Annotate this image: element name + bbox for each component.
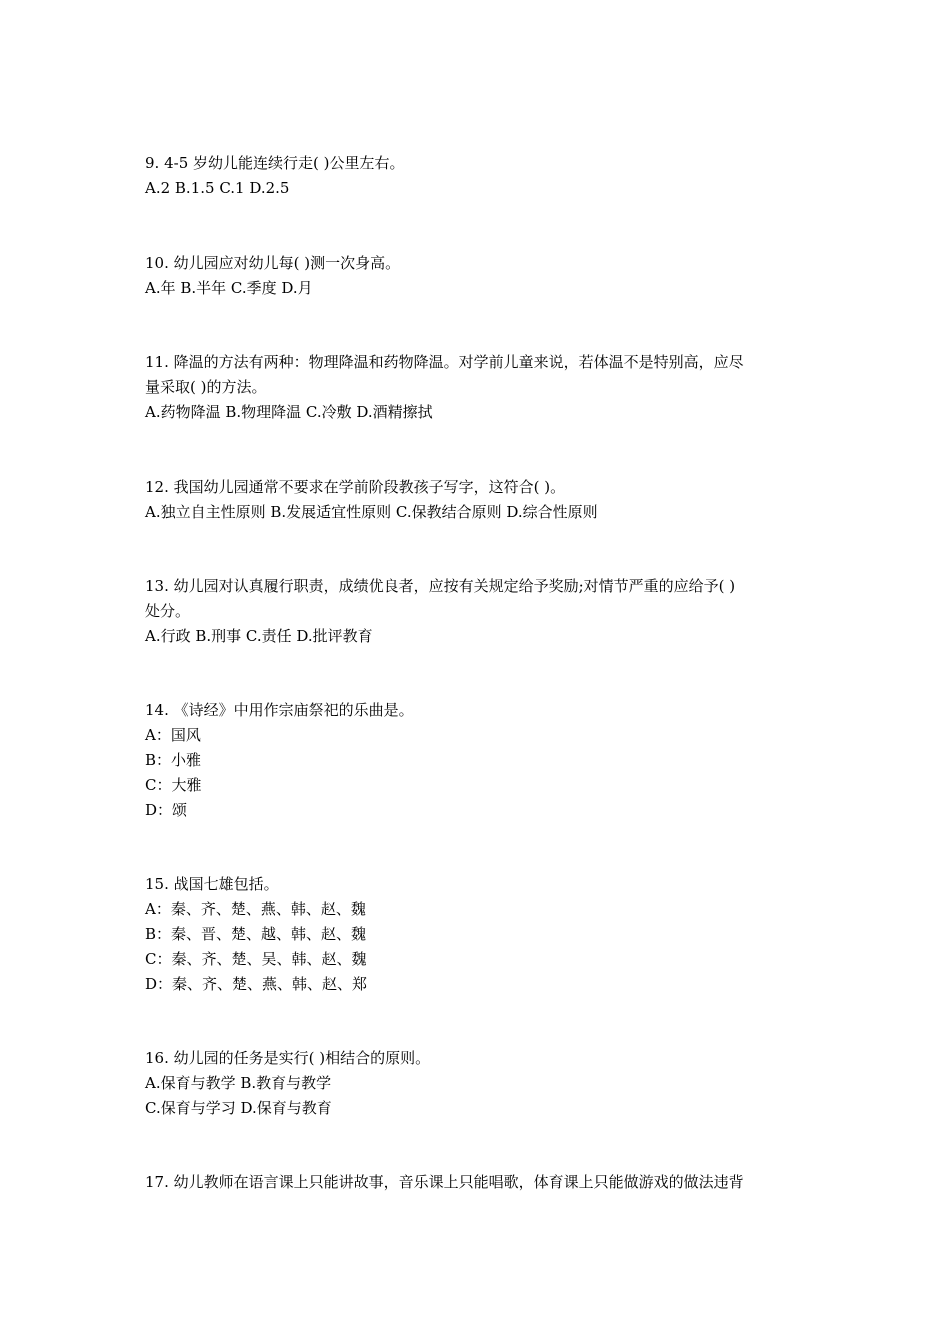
question-16	[145, 1046, 825, 1121]
question-stem: 17. 幼儿教师在语言课上只能讲故事，音乐课上只能唱歌，体育课上只能做游戏的做法违背	[145, 1173, 744, 1191]
question-stem: 10. 幼儿园应对幼儿每( )测一次身高。	[145, 254, 401, 272]
option-a: A：秦、齐、楚、燕、韩、赵、魏	[145, 900, 366, 918]
option-a: A：国风	[145, 726, 201, 744]
option-d: D：秦、齐、楚、燕、韩、赵、郑	[145, 975, 368, 993]
option-c: C：秦、齐、楚、吴、韩、赵、魏	[145, 950, 367, 968]
question-stem: 12. 我国幼儿园通常不要求在学前阶段教孩子写字，这符合( )。	[145, 478, 566, 496]
question-options: A.药物降温 B.物理降温 C.冷敷 D.酒精擦拭	[145, 403, 433, 421]
question-17	[145, 1170, 825, 1195]
question-stem: 14. 《诗经》中用作宗庙祭祀的乐曲是。	[145, 701, 414, 719]
question-10	[145, 251, 825, 301]
question-15	[145, 872, 825, 997]
question-stem-continued: 量采取( )的方法。	[145, 378, 267, 396]
question-stem: 11. 降温的方法有两种：物理降温和药物降温。对学前儿童来说，若体温不是特别高，应尽	[145, 353, 744, 371]
question-9	[145, 151, 825, 201]
question-stem: 13. 幼儿园对认真履行职责，成绩优良者，应按有关规定给予奖励;对情节严重的应给予( )	[145, 577, 736, 595]
question-options: A.行政 B.刑事 C.责任 D.批评教育	[145, 627, 373, 645]
question-stem: 16. 幼儿园的任务是实行( )相结合的原则。	[145, 1049, 431, 1067]
question-13	[145, 574, 825, 649]
question-options-continued: C.保育与学习 D.保育与教育	[145, 1099, 332, 1117]
question-12	[145, 475, 825, 525]
option-b: B：小雅	[145, 751, 202, 769]
option-d: D：颂	[145, 801, 188, 819]
question-options: A.保育与教学 B.教育与教学	[145, 1074, 332, 1092]
question-stem-continued: 处分。	[145, 602, 191, 620]
question-stem: 9. 4-5 岁幼儿能连续行走( )公里左右。	[145, 154, 405, 172]
option-b: B：秦、晋、楚、越、韩、赵、魏	[145, 925, 367, 943]
question-14	[145, 698, 825, 823]
question-11	[145, 350, 825, 425]
question-options: A.独立自主性原则 B.发展适宜性原则 C.保教结合原则 D.综合性原则	[145, 503, 598, 521]
question-options: A.年 B.半年 C.季度 D.月	[145, 279, 313, 297]
question-stem: 15. 战国七雄包括。	[145, 875, 279, 893]
question-options: A.2 B.1.5 C.1 D.2.5	[145, 179, 290, 197]
option-c: C：大雅	[145, 776, 202, 794]
